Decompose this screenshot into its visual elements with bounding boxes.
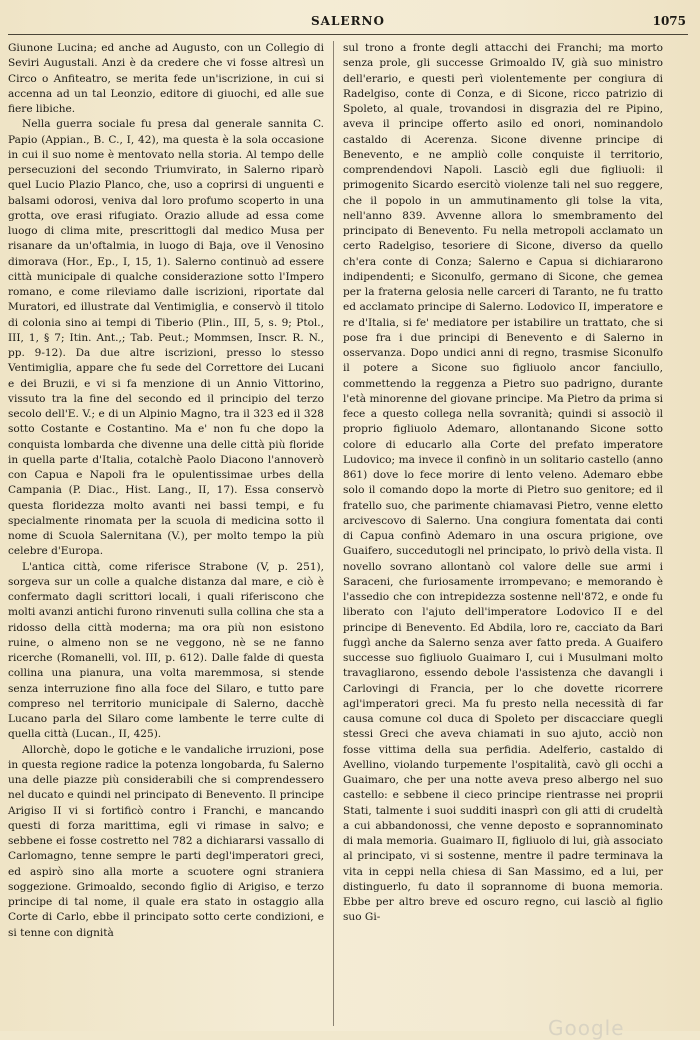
paragraph: Allorchè, dopo le gotiche e le vandaliche irruzioni, pose in questa regione radice la potenza longobarda, fu Salerno una delle piazze più considerabili che si comprendessero nel ducato e quindi nel principato di Benevento. Il principe Arigiso II vi si fortificò contro i Franchi, e mancando questi di forza marittima, egli vi rimase in salvo; e sebbene ei fosse costretto nel 782 a dichiararsi vassallo di Carlomagno, tenne sempre le parti degl'imperatori greci, ed aspirò sino alla morte a scuotere ogni straniera soggezione. Grimoaldo, secondo figlio di Arigiso, e terzo principe di tal nome, il quale era stato in ostaggio alla Corte di Carlo, ebbe il principato sotto certe condizioni, e si tenne con dignità [8,743,324,939]
paragraph: L'antica città, come riferisce Strabone (V, p. 251), sorgeva sur un colle a qualche distanza dal mare, e ciò è confermato dagli scrittori locali, i quali riferiscono che molti avanzi antichi furono rinvenuti sulla collina che sta a ridosso della città moderna; ma ora più non esistono ruine, o almeno non se ne veggono, nè se ne fanno ricerche (Romanelli, vol. III, p. 612). Dalle falde di questa collina una pianura, una volta maremmosa, si stende senza interruzione fino alla foce del Silaro, e tutto pare compreso nel territorio municipale di Salerno, dacchè Lucano parla del Silaro come lambente le terre culte di quella città (Lucan., II, 425). [8,560,324,741]
paragraph: Giunone Lucina; ed anche ad Augusto, con un Collegio di Seviri Augustali. Anzi è da credere che vi fosse altresì un Circo o Anfiteatro, se merita fede un'iscrizione, in cui si accenna ad un tal Leonzio, editore di giuochi, ed alle sue fiere libiche. [8,42,324,115]
watermark: Google [548,1016,625,1040]
running-head: SALERNO [311,14,385,28]
paragraph: sul trono a fronte degli attacchi dei Franchi; ma morto senza prole, gli successe Grimoaldo IV, già suo ministro dell'erario, e questi perì violentemente per congiura di Radelgiso, conte di Conza, e di Sicone, ricco patrizio di Spoleto, al quale, trovandosi in disgrazia del re Pipino, aveva il principe offerto asilo ed onori, nominandolo castaldo di Acerenza. Sicone divenne principe di Benevento, e ne ampliò colle conquiste il territorio, comprendendovi Napoli. Lasciò egli due figliuoli: il primogenito Sicardo esercitò violenze tali nel suo reggere, che il popolo in un ammutinamento gli tolse la vita, nell'anno 839. Avvenne allora lo smembramento del principato di Benevento. Fu nella metropoli acclamato un certo Radelgiso, tesoriere di Sicone, diverso da quello ch'era conte di Conza; Salerno e Capua si dichiararono indipendenti; e Siconulfo, germano di Sicone, che gemea per la fraterna gelosia nelle carceri di Taranto, ne fu tratto ed acclamato principe di Salerno. Lodovico II, imperatore e re d'Italia, si fe' mediatore per istabilire un trattato, che si pose fra i due principi di Benevento e di Salerno in osservanza. Dopo undici anni di regno, trasmise Siconulfo il potere a Sicone suo figliuolo ancor fanciullo, commettendo la reggenza a Pietro suo padrigno, durante l'età minorenne del giovane principe. Ma Pietro da prima si fece a questo collega nella sovranità; quindi si associò il proprio figliuolo Ademaro, allontanando Sicone sotto colore di educarlo alla Corte del prefato imperatore Ludovico; ma invece il confinò in un solitario castello (anno 861) dove lo fece morire di lento veleno. Ademaro ebbe solo il comando dopo la morte di Pietro suo genitore; ed il fratello suo, che parimente chiamavasi Pietro, venne eletto arcivescovo di Salerno. Una congiura fomentata dai conti di Capua confinò Ademaro in una oscura prigione, ove Guaifero, succedutogli nel principato, lo privò della vista. Il novello sovrano allontanò col valore delle sue armi i Saraceni, che furiosamente irrompevano; e memorando è l'assedio che con intrepidezza sostenne nell'872, e onde fu liberato con l'ajuto dell'imperatore Lodovico II e del principe di Benevento. Ed Abdila, loro re, cacciato da Bari fuggì anche da Salerno senza aver fatto preda. A Guaifero successe suo figliuolo Guaimaro I, cui i Musulmani molto travagliarono, essendo debole l'assistenza che davangli i Carlovingi di Francia, per lo che dovette ricorrere agl'imperatori greci. Ma fu presto nella necessità di far causa comune col duca di Spoleto per discacciare quegli stessi Greci che aveva chiamati in suo ajuto, acciò non fosse vittima della sua perfidia. Adelferio, castaldo di Avellino, violando turpemente l'ospitalità, cavò gli occhi a Guaimaro, che per una notte aveva preso albergo nel suo castello: e sebbene il cieco principe rientrasse nei proprii Stati, talmente i suoi sudditi inasprì con gli atti di crudeltà a cui abbandonossi, che venne deposto e soprannominato di mala memoria. Guaimaro II, figliuolo di lui, già associato al principato, vi si sostenne, mentre il padre terminava la vita in ceppi nella chiesa di San Massimo, ed a lui, per distinguerlo, fu dato il soprannome di buona memoria. Ebbe per altro breve ed oscuro regno, cui lasciò al figlio suo Gi- [343,42,663,924]
paragraph: Nella guerra sociale fu presa dal generale sannita C. Papio (Appian., B. C., I, 42), ma questa è la sola occasione in cui il suo nome è mentovato nella storia. Al tempo delle persecuzioni del secondo Triumvirato, in Salerno riparò quel Lucio Plazio Planco, che, uso a coprirsi di unguenti e balsami odorosi, veniva dal loro profumo scoperto in una grotta, ove erasi rifugiato. Orazio allude ad essa come luogo di clima mite, prescrittogli dal medico Musa per risanare da un'oftalmia, in luogo di Baja, ove il Venosino dimorava (Hor., Ep., I, 15, 1). Salerno continuò ad essere città municipale di qualche considerazione sotto l'Impero romano, e come rileviamo dalle iscrizioni, riportate dal Muratori, ed illustrate dal Ventimiglia, e conservò il titolo di colonia sino ai tempi di Tiberio (Plin., III, 5, s. 9; Ptol., III, 1, § 7; Itin. Ant.,; Tab. Peut.; Mommsen, Inscr. R. N., pp. 9-12). Da due altre iscrizioni, presso lo stesso Ventimiglia, appare che fu sede del Correttore dei Lucani e dei Bruzii, e vi si fa menzione di un Annio Vittorino, vissuto tra la fine del secondo ed il principio del terzo secolo dell'E. V.; e di un Alpinio Magno, tra il 323 ed il 328 sotto Costante e Costantino. Ma e' non fu che dopo la conquista lombarda che divenne una delle città più floride in quella parte d'Italia, cotalchè Paolo Diacono l'annoverò con Capua e Napoli fra le opulentissimae urbes della Campania (P. Diac., Hist. Lang., II, 17). Essa conservò questa floridezza molto avanti nei bassi tempi, e fu specialmente rinomata per la scuola di medicina sotto il nome di Scuola Salernitana (V.), per molto tempo la più celebre d'Europa. [8,118,324,558]
page-header [8,10,688,35]
column-divider [333,41,334,1026]
page-number: 1075 [652,14,686,28]
left-column [8,41,324,941]
right-column [343,41,663,926]
